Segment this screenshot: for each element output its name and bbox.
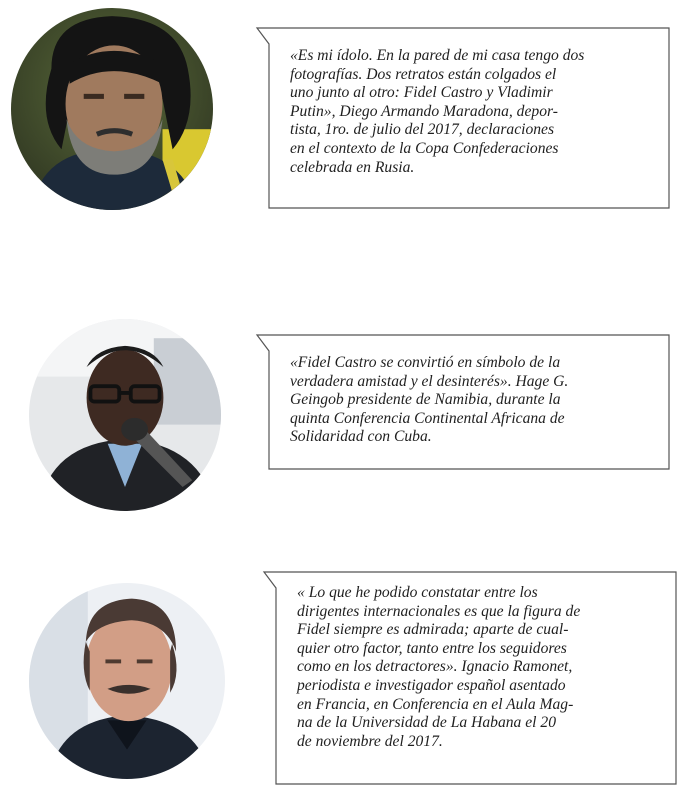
quote-bubble-geingob (256, 334, 670, 470)
person-silhouette-icon (29, 319, 221, 511)
portrait-maradona (11, 8, 213, 210)
quote-bubble-ramonet (263, 571, 677, 785)
portrait-ramonet (29, 583, 225, 779)
quote-text: «Fidel Castro se convirtió en símbolo de la verdadera amistad y el desinterés». Hage G. Geingob presidente de Namibia, durante la quinta Conferencia Continental Africana de Solidaridad con Cuba. (290, 354, 569, 446)
quote-bubble-maradona (256, 27, 670, 209)
person-silhouette-icon (11, 8, 213, 210)
portrait-geingob (29, 319, 221, 511)
quote-text: « Lo que he podido constatar entre los dirigentes internacionales es que la figura de Fidel siempre es admirada; aparte de cual- quier otro factor, tanto entre los seguidores como en los detractores». Ignacio Ramonet, periodista e investigador español asentado en Francia, en Conferencia en el Aula Mag- na de la Universidad de La Habana el 20 de noviembre del 2017. (297, 584, 581, 750)
quote-text: «Es mi ídolo. En la pared de mi casa tengo dos fotografías. Dos retratos están colgados el uno junto al otro: Fidel Castro y Vladimir Putin», Diego Armando Maradona, depor- tista, 1ro. de julio del 2017, declaraciones en el contexto de la Copa Confederaciones celebrada en Rusia. (290, 47, 585, 176)
person-silhouette-icon (29, 583, 225, 779)
